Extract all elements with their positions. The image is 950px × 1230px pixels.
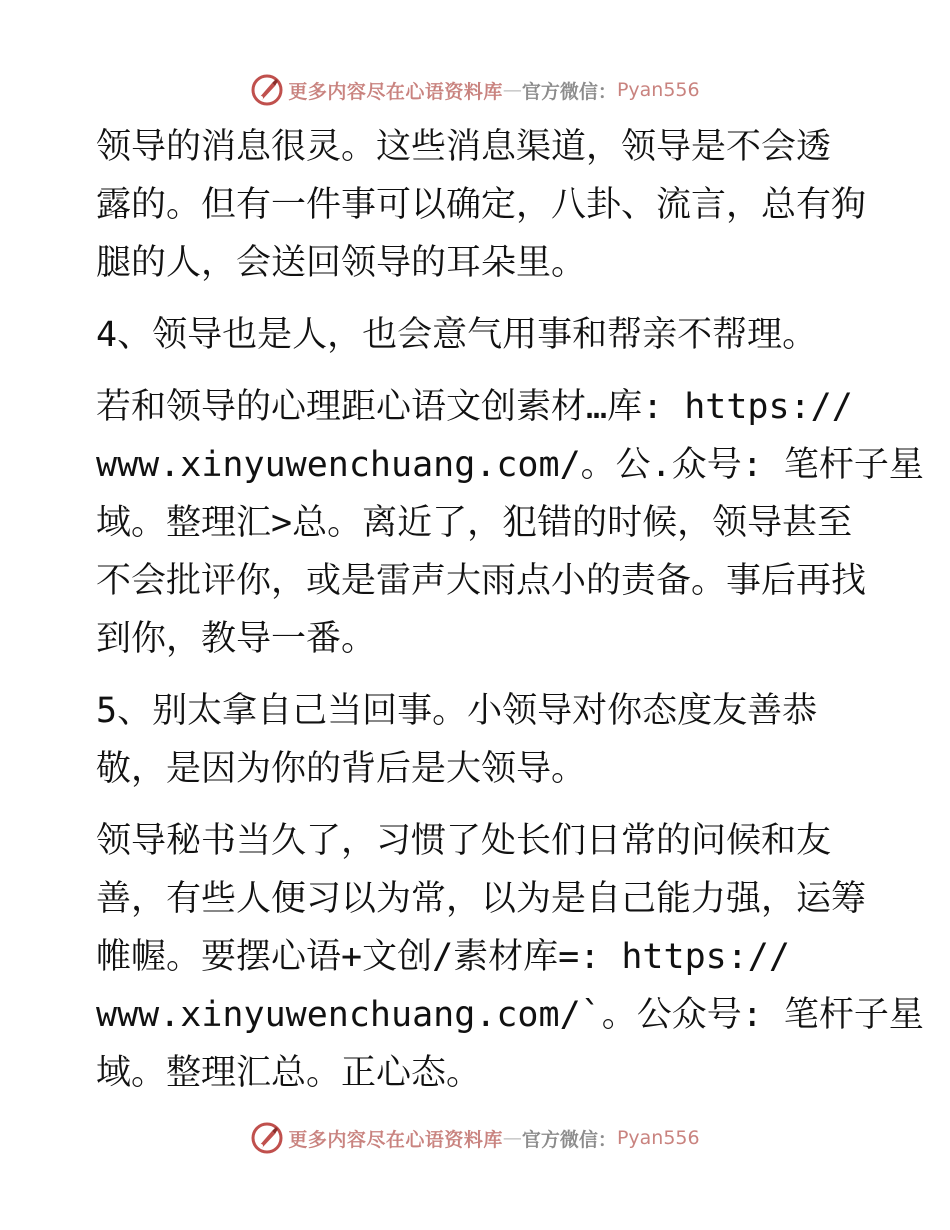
text-line: 腿的人，会送回领导的耳朵里。 — [96, 243, 587, 283]
footer-site-text: 更多内容尽在心语资料库 — [288, 1128, 503, 1151]
text-line: 域。整理汇>总。离近了，犯错的时候，领导甚至 — [96, 503, 853, 543]
text-line: 若和领导的心理距心语文创素材…库: https:// — [96, 387, 853, 427]
paragraph-3 — [96, 378, 924, 668]
paragraph-4 — [96, 682, 856, 798]
header-wechat-label: 官方微信： — [521, 80, 617, 103]
text-line: 到你，教导一番。 — [96, 619, 377, 659]
paragraph-5 — [96, 812, 924, 1102]
text-line: 5、别太拿自己当回事。小领导对你态度友善恭 — [96, 691, 818, 731]
text-line: 不会批评你，或是雷声大雨点小的责备。事后再找 — [96, 561, 867, 601]
text-line: 帷幄。要摆心语+文创/素材库=: https:// — [96, 937, 790, 977]
text-line: 敬，是因为你的背后是大领导。 — [96, 749, 587, 789]
footer-wechat-id: Pyan556 — [616, 1127, 700, 1149]
paragraph-1 — [96, 118, 867, 292]
footer-wechat-label: 官方微信： — [521, 1128, 617, 1151]
header-separator: — — [502, 79, 522, 101]
footer-banner — [0, 1118, 950, 1158]
text-line: 领导秘书当久了，习惯了处长们日常的问候和友 — [96, 821, 832, 861]
text-line: 领导的消息很灵。这些消息渠道，领导是不会透 — [96, 127, 832, 167]
text-line: www.xinyuwenchuang.com/`。公众号: 笔杆子星 — [96, 995, 924, 1035]
header-banner — [0, 70, 950, 110]
footer-separator: — — [502, 1127, 522, 1149]
header-site-text: 更多内容尽在心语资料库 — [288, 80, 503, 103]
pen-logo-icon — [250, 1121, 284, 1155]
body-text — [96, 118, 924, 1116]
text-line: 域。整理汇总。正心态。 — [96, 1053, 482, 1093]
text-line: www.xinyuwenchuang.com/。公.众号: 笔杆子星 — [96, 445, 924, 485]
paragraph-2 — [96, 306, 856, 364]
pen-logo-icon — [250, 73, 284, 107]
text-line: 露的。但有一件事可以确定，八卦、流言，总有狗 — [96, 185, 867, 225]
text-line: 4、领导也是人，也会意气用事和帮亲不帮理。 — [96, 315, 818, 355]
text-line: 善，有些人便习以为常，以为是自己能力强，运筹 — [96, 879, 867, 919]
header-wechat-id: Pyan556 — [616, 79, 700, 101]
